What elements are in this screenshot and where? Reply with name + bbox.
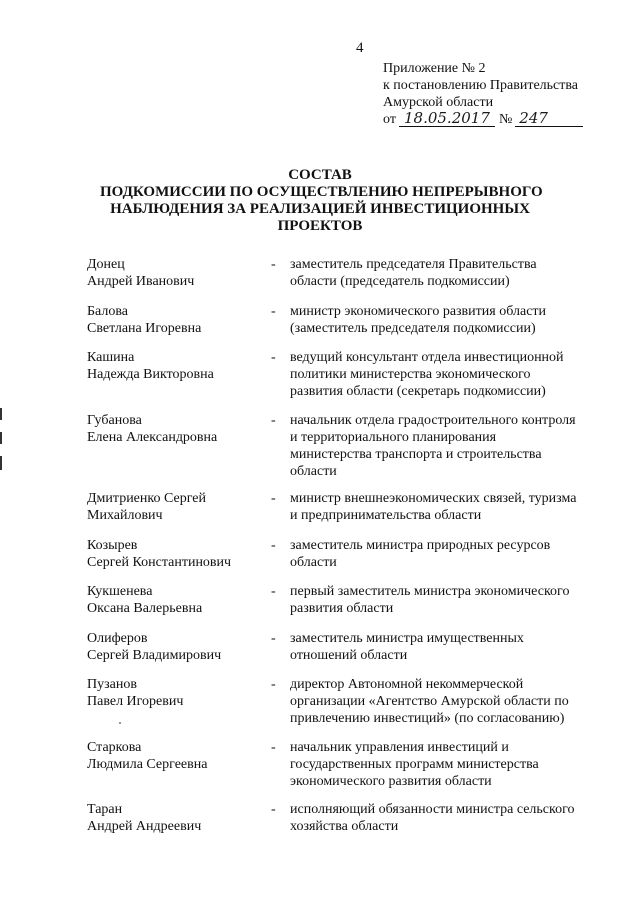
member-role bbox=[290, 583, 620, 617]
member-role-line: (заместитель председателя подкомиссии) bbox=[290, 321, 536, 336]
member-role-line: политики министерства экономического bbox=[290, 367, 531, 382]
member-role-line: первый заместитель министра экономического bbox=[290, 584, 570, 599]
member-dash: - bbox=[271, 538, 276, 553]
member-role-line: области bbox=[290, 555, 337, 570]
title-line-2: ПОДКОМИССИИ ПО ОСУЩЕСТВЛЕНИЮ НЕПРЕРЫВНОГО bbox=[100, 184, 543, 200]
member-role-line: исполняющий обязанности министра сельского bbox=[290, 802, 575, 817]
member-name-line: Балова bbox=[87, 304, 129, 319]
member-name-line: Олиферов bbox=[87, 631, 148, 646]
member-name-line: Елена Александровна bbox=[87, 430, 218, 445]
title-line-3: НАБЛЮДЕНИЯ ЗА РЕАЛИЗАЦИЕЙ ИНВЕСТИЦИОННЫХ bbox=[110, 201, 530, 217]
member-name bbox=[87, 583, 262, 617]
member-name-line: Светлана Игоревна bbox=[87, 321, 202, 336]
scan-edge-mark bbox=[0, 432, 2, 444]
member-name bbox=[87, 537, 262, 571]
member-name bbox=[87, 676, 262, 710]
member-role-line: и территориального планирования bbox=[290, 430, 497, 445]
member-role bbox=[290, 349, 620, 400]
member-name bbox=[87, 349, 262, 383]
member-dash: - bbox=[271, 802, 276, 817]
member-role bbox=[290, 630, 620, 664]
member-dash: - bbox=[271, 677, 276, 692]
member-role bbox=[290, 537, 620, 571]
member-role bbox=[290, 490, 620, 524]
member-role bbox=[290, 801, 620, 835]
member-name-line: Пузанов bbox=[87, 677, 137, 692]
member-name bbox=[87, 801, 262, 835]
member-dash: - bbox=[271, 304, 276, 319]
member-role-line: хозяйства области bbox=[290, 819, 399, 834]
member-role-line: заместитель министра природных ресурсов bbox=[290, 538, 551, 553]
member-name-line: Андрей Иванович bbox=[87, 274, 195, 289]
member-role-line: организации «Агентство Амурской области по bbox=[290, 694, 569, 709]
member-role-line: развития области bbox=[290, 601, 394, 616]
member-role-line: экономического развития области bbox=[290, 774, 492, 789]
member-name bbox=[87, 630, 262, 664]
member-role-line: области bbox=[290, 464, 337, 479]
title-line-4: ПРОЕКТОВ bbox=[277, 218, 363, 234]
page-number: 4 bbox=[356, 40, 364, 56]
member-dash: - bbox=[271, 631, 276, 646]
member-role-line: государственных программ министерства bbox=[290, 757, 539, 772]
member-dash: - bbox=[271, 740, 276, 755]
member-name bbox=[87, 490, 262, 524]
member-name-line: Михайлович bbox=[87, 508, 163, 523]
member-role-line: развития области (секретарь подкомиссии) bbox=[290, 384, 546, 399]
member-name bbox=[87, 256, 262, 290]
member-role bbox=[290, 303, 620, 337]
member-name-line: Кашина bbox=[87, 350, 135, 365]
member-role-line: привлечению инвестиций» (по согласованию) bbox=[290, 711, 565, 726]
appendix-number: Приложение № 2 bbox=[383, 61, 486, 76]
member-role bbox=[290, 676, 620, 727]
member-name-line: Сергей Константинович bbox=[87, 555, 232, 570]
appendix-header bbox=[383, 60, 583, 128]
member-role-line: министерства транспорта и строительства bbox=[290, 447, 542, 462]
member-role-line: министр внешнеэкономических связей, туризма bbox=[290, 491, 577, 506]
member-role-line: директор Автономной некоммерческой bbox=[290, 677, 524, 692]
member-name bbox=[87, 303, 262, 337]
member-name-line: Кукшенева bbox=[87, 584, 153, 599]
number-prefix: № bbox=[498, 112, 513, 127]
member-dash: - bbox=[271, 350, 276, 365]
member-role bbox=[290, 256, 620, 290]
member-name-line: Козырев bbox=[87, 538, 138, 553]
handwritten-date: 18.05.2017 bbox=[399, 111, 495, 127]
member-dash: - bbox=[271, 584, 276, 599]
member-role-line: заместитель председателя Правительства bbox=[290, 257, 537, 272]
member-dash: - bbox=[271, 491, 276, 506]
member-name bbox=[87, 739, 262, 773]
member-role-line: начальник управления инвестиций и bbox=[290, 740, 509, 755]
title-line-1: СОСТАВ bbox=[288, 167, 352, 183]
member-name-line: Сергей Владимирович bbox=[87, 648, 222, 663]
scan-edge-mark bbox=[0, 456, 2, 470]
member-dash: - bbox=[271, 257, 276, 272]
member-role-line: отношений области bbox=[290, 648, 408, 663]
member-name-line: Губанова bbox=[87, 413, 142, 428]
member-name bbox=[87, 412, 262, 446]
member-name-line: Людмила Сергеевна bbox=[87, 757, 208, 772]
appendix-region: Амурской области bbox=[383, 95, 494, 110]
member-role bbox=[290, 739, 620, 790]
member-role-line: министр экономического развития области bbox=[290, 304, 547, 319]
scan-edge-mark bbox=[0, 408, 2, 420]
member-name-line: Надежда Викторовна bbox=[87, 367, 214, 382]
member-name-line: Донец bbox=[87, 257, 125, 272]
member-name-line: Дмитриенко Сергей bbox=[87, 491, 206, 506]
date-prefix: от bbox=[383, 112, 396, 127]
scan-speck bbox=[119, 722, 121, 724]
handwritten-number: 247 bbox=[515, 111, 583, 127]
member-role-line: области (председатель подкомиссии) bbox=[290, 274, 510, 289]
member-role-line: начальник отдела градостроительного контроля bbox=[290, 413, 576, 428]
member-role-line: заместитель министра имущественных bbox=[290, 631, 524, 646]
appendix-date-row bbox=[383, 111, 583, 128]
document-title bbox=[100, 167, 543, 235]
member-name-line: Старкова bbox=[87, 740, 142, 755]
member-role bbox=[290, 412, 620, 480]
member-name-line: Павел Игоревич bbox=[87, 694, 184, 709]
member-name-line: Таран bbox=[87, 802, 123, 817]
member-dash: - bbox=[271, 413, 276, 428]
member-role-line: и предпринимательства области bbox=[290, 508, 482, 523]
appendix-decree-reference: к постановлению Правительства bbox=[383, 78, 579, 93]
member-name-line: Андрей Андреевич bbox=[87, 819, 202, 834]
member-name-line: Оксана Валерьевна bbox=[87, 601, 203, 616]
member-role-line: ведущий консультант отдела инвестиционной bbox=[290, 350, 564, 365]
